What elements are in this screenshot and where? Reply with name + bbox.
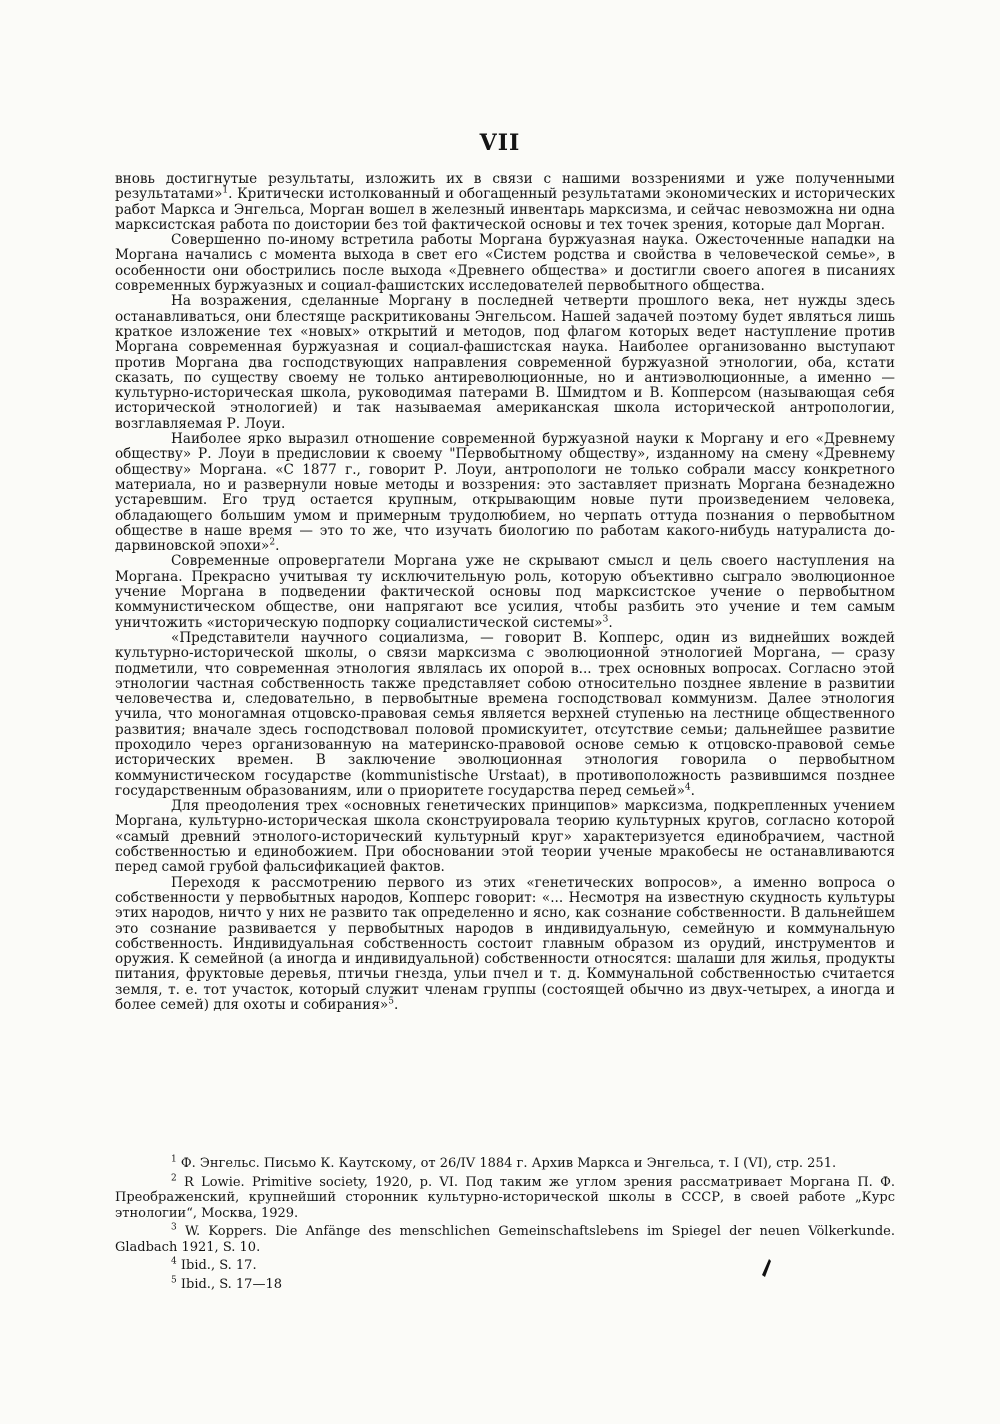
page-number: VII — [479, 130, 521, 156]
footnote-ref[interactable]: 2 — [269, 537, 276, 548]
paragraph: Совершенно по-иному встретила работы Моргана буржуазная наука. Ожесточенные нападки на Моргана начались с момента выхода в свет его «Систем родства и свойства в человеческой семье», в особенности они обострились после выхода «Древнего общества» и достигли своего апогея в писаниях современных буржуазных и социал-фашистских исследователей первобытного общества. — [115, 232, 895, 295]
footnote: $^4$ Ibid., S. 17. — [171, 1256, 257, 1273]
footnote: $^1$ Ф. Энгельс. Письмо К. Каутскому, от 26/IV 1884 г. Архив Маркса и Энгельса, т. I (VI), стр. 251. — [171, 1154, 837, 1171]
footnote-ref[interactable]: 3 — [602, 614, 609, 625]
ink-mark-icon — [760, 1258, 772, 1278]
main-text — [115, 172, 895, 1013]
paragraph: На возражения, сделанные Моргану в последней четверти прошлого века, нет нужды здесь останавливаться, они блестяще раскритикованы Энгельсом. Нашей задачей поэтому будет являться лишь краткое изложение тех «новых» открытий и методов, под флагом которых ведет наступление против Моргана современная буржуазная и социал-фашистская наука. Наиболее организованно выступают против Моргана два господствующих направления современной буржуазной этнологии, оба, кстати сказать, по существу своему не только антиреволюционные, но и антиэволюционные, а именно — культурно-историческая школа, руководимая патерами В. Шмидтом и В. Копперсом (называющая себя исторической этнологией) и так называемая американская школа исторической антропологии, возглавляемая Р. Лоуи. — [115, 293, 895, 432]
paragraph: Современные опровергатели Моргана уже не скрывают смысл и цель своего наступления на Моргана. Прекрасно учитывая ту исключительную роль, которую объективно сыграло эволюционное учение Моргана в подведении фактической основы под марксистское учение о первобытном коммунистическом обществе, они напрягают все усилия, чтобы разбить это учение и тем самым уничтожить «историческую подпорку социалистической системы»$^3$. — [115, 553, 895, 631]
footnote-ref[interactable]: 4 — [684, 782, 691, 793]
paragraph: «Представители научного социализма, — говорит В. Копперс, один из виднейших вождей культурно-исторической школы, о связи марксизма с эволюционной этнологией Моргана, — сразу подметили, что современная этнология являлась их опорой в... трех основных вопросах. Согласно этой этнологии частная собственность также представляет собою относительно позднее явление в развитии человечества и, следовательно, в первобытные времена господствовал коммунизм. Далее этнология учила, что моногамная отцовско-правовая семья является верхней ступенью на лестнице общественного развития; вначале здесь господствовал половой промискуитет, отсутствие семьи; дальнейшее развитие проходило через организованную на материнско-правовой основе семью к отцовско-правовой семье исторических времен. В заключение эволюционная этнология говорила о первобытном коммунистическом государстве (kommunistische Urstaat), в противоположность развившимся позднее государственным образованиям, или о приоритете государства перед семьей»$^4$. — [115, 629, 895, 799]
paragraph: Для преодоления трех «основных генетических принципов» марксизма, подкрепленных учением Моргана, культурно-историческая школа сконструировала теорию культурных кругов, согласно которой «самый древний этнолого-исторический культурный круг» характеризуется единобрачием, частной собственностью и единобожием. При обосновании этой теории ученые мракобесы не останавливаются перед самой грубой фальсификацией фактов. — [115, 798, 895, 876]
footnote: $^3$ W. Koppers. Die Anfänge des menschlichen Gemeinschaftslebens im Spiegel der neuen Völkerkunde. Gladbach 1921, S. 10. — [115, 1222, 895, 1255]
footnotes — [115, 1156, 895, 1295]
paragraph: Наиболее ярко выразил отношение современной буржуазной науки к Моргану и его «Древнему обществу» Р. Лоуи в предисловии к своему "Первобытному обществу», изданному на смену «Древнему обществу» Моргана. «С 1877 г., говорит Р. Лоуи, антропологи не только собрали массу конкретного материала, но и развернули новые методы и воззрения: это заставляет признать Моргана безнадежно устаревшим. Его труд остается крупным, открывающим новые пути произведением человека, обладающего большим умом и примерным трудолюбием, но черпать оттуда познания о первобытном обществе в наше время — это то же, что изучать биологию по работам какого-нибудь натуралиста до-дарвиновской эпохи»$^2$. — [115, 431, 895, 555]
footnote: $^2$ R Lowie. Primitive society, 1920, p. VI. Под таким же углом зрения рассматривает Моргана П. Ф. Преображенский, крупнейший сторонник культурно-исторической школы в СССР, в своей работе „Курс этнологии“, Москва, 1929. — [115, 1173, 895, 1221]
paragraph: вновь достигнутые результаты, изложить их в связи с нашими воззрениями и уже полученными результатами»$^1$. Критически истолкованный и обогащенный результатами экономических и исторических работ Маркса и Энгельса, Морган вошел в железный инвентарь марксизма, и сейчас невозможна ни одна марксистская работа по доистории без той фактической основы и тех точек зрения, которые дал Морган. — [115, 171, 895, 233]
footnote-ref[interactable]: 1 — [222, 185, 229, 196]
footnote: $^5$ Ibid., S. 17—18 — [171, 1275, 282, 1292]
paragraph: Переходя к рассмотрению первого из этих «генетических вопросов», а именно вопроса о собственности у первобытных народов, Копперс говорит: «... Несмотря на известную скудность культуры этих народов, ничто у них не развито так определенно и ясно, как сознание собственности. В дальнейшем это сознание развивается у первобытных народов в индивидуальную, семейную и коммунальную собственность. Индивидуальная собственность состоит главным образом из орудий, инструментов и оружия. К семейной (а иногда и индивидуальной) собственности относятся: шалаши для жилья, продукты питания, фруктовые деревья, птичьи гнезда, ульи пчел и т. д. Коммунальной собственностью считается земля, т. е. тот участок, который служит членам группы (состоящей обычно из двух-четырех, а иногда и более семей) для охоты и собирания»$^5$. — [115, 874, 895, 1014]
footnote-ref[interactable]: 5 — [388, 996, 394, 1007]
